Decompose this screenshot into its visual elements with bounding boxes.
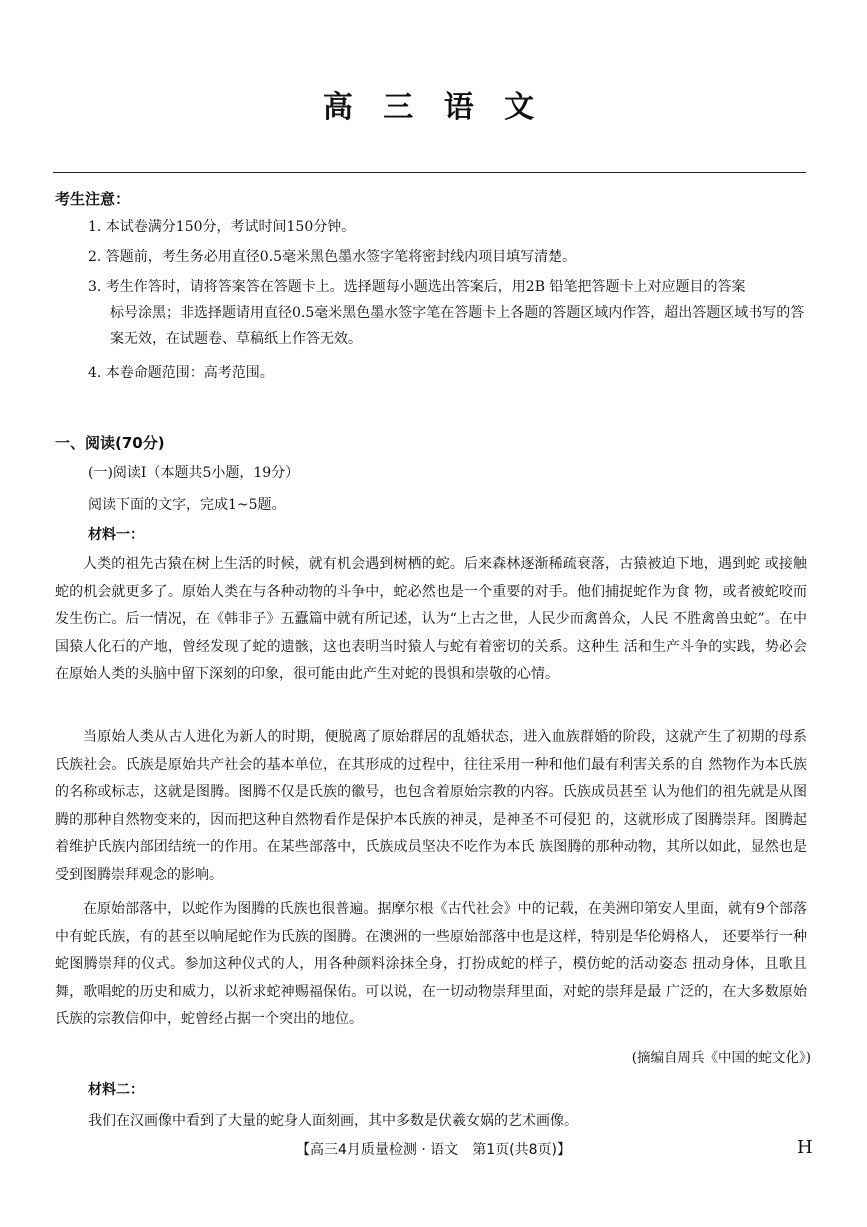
notice-item-2 <box>88 244 808 270</box>
notice-item-text: 4. 本卷命题范围：高考范围。 <box>88 365 274 381</box>
section-heading: 一、阅读(70分) <box>55 434 165 452</box>
paragraph-1: 人类的祖先古猿在树上生活的时候，就有机会遇到树栖的蛇。后来森林逐渐稀疏衰落，古猿被迫下地，遇到蛇 或接触蛇的机会就更多了。原始人类在与各种动物的斗争中，蛇必然也是一个重要的对手。他们捕捉蛇作为食 物，或者被蛇咬而发生伤亡。后一情况，在《韩非子》五蠹篇中就有所记述，认为“上古之世，人民少而禽兽众，人民 不胜禽兽虫蛇”。在中国猿人化石的产地，曾经发现了蛇的遗骸，这也表明当时猿人与蛇有着密切的关系。这种生 活和生产斗争的实践，势必会在原始人类的头脑中留下深刻的印象，很可能由此产生对蛇的畏惧和崇敬的心情。 <box>55 556 807 682</box>
page-title: 高 三 语 文 <box>322 90 545 125</box>
notice-item-text: 1. 本试卷满分150分，考试时间150分钟。 <box>88 219 356 235</box>
notice-item-1 <box>88 214 808 240</box>
notice-item-continuation: 标号涂黑；非选择题请用直径0.5毫米黑色墨水签字笔在答题卡上各题的答题区域内作答，超出答题区域书写的答案无效，在试题卷、草稿纸上作答无效。 <box>110 305 805 347</box>
section-subheading: (一)阅读I（本题共5小题，19分） <box>88 465 300 481</box>
material-two-text: 我们在汉画像中看到了大量的蛇身人面刻画，其中多数是伏羲女娲的艺术画像。 <box>88 1113 578 1129</box>
notice-item-3 <box>88 274 808 352</box>
instruction-text: 阅读下面的文字，完成1~5题。 <box>88 497 286 513</box>
notice-item-text: 2. 答题前，考生务必用直径0.5毫米黑色墨水签字笔将密封线内项目填写清楚。 <box>88 249 577 265</box>
title-divider <box>53 172 806 173</box>
source-citation: (摘编自周兵《中国的蛇文化》) <box>631 1050 811 1066</box>
notice-item-4 <box>88 360 808 386</box>
notice-heading: 考生注意： <box>55 190 131 208</box>
paragraph-3: 在原始部落中，以蛇作为图腾的氏族也很普遍。据摩尔根《古代社会》中的记载，在美洲印第安人里面，就有9个部落中有蛇氏族，有的甚至以响尾蛇作为氏族的图腾。在澳洲的一些原始部落中也是这样，特别是华伦姆格人， 还要举行一种蛇图腾崇拜的仪式。参加这种仪式的人，用各种颜料涂抹全身，打扮成蛇的样子，模仿蛇的活动姿态 扭动身体，且歌且舞，歌唱蛇的历史和威力，以祈求蛇神赐福保佑。可以说，在一切动物崇拜里面，对蛇的崇拜是最 广泛的，在大多数原始氏族的宗教信仰中，蛇曾经占据一个突出的地位。 <box>55 901 807 1027</box>
material-one-label: 材料一： <box>88 527 144 543</box>
notice-list <box>88 214 808 390</box>
paragraph-2: 当原始人类从古人进化为新人的时期，便脱离了原始群居的乱婚状态，进入血族群婚的阶段，这就产生了初期的母系氏族社会。氏族是原始共产社会的基本单位，在其形成的过程中，往往采用一种和他们最有利害关系的自 然物作为本氏族的名称或标志，这就是图腾。图腾不仅是氏族的徽号，也包含着原始宗教的内容。氏族成员甚至 认为他们的祖先就是从图腾的那种自然物变来的，因而把这种自然物看作是保护本氏族的神灵，是神圣不可侵犯 的，这就形成了图腾崇拜。图腾起着维护氏族内部团结统一的作用。在某些部落中，氏族成员坚决不吃作为本氏 族图腾的那种动物，其所以如此，显然也是受到图腾崇拜观念的影响。 <box>55 729 807 883</box>
material-two-label: 材料二： <box>88 1082 144 1098</box>
page-footer: 【高三4月质量检测 · 语文 第1页(共8页)】 <box>296 1142 571 1158</box>
version-mark: H <box>797 1137 813 1158</box>
notice-item-text: 3. 考生作答时，请将答案答在答题卡上。选择题每小题选出答案后，用2B 铅笔把答题卡上对应题目的答案 <box>88 279 746 295</box>
